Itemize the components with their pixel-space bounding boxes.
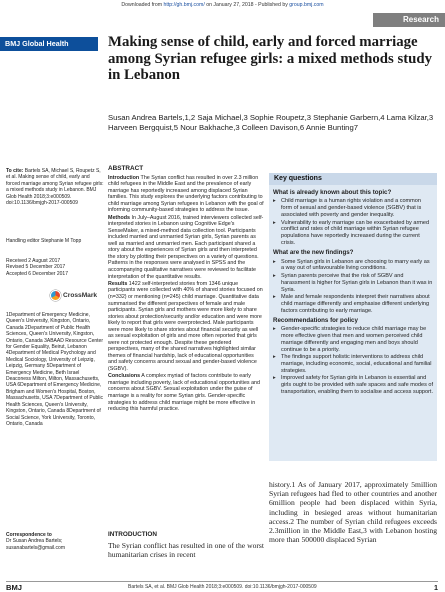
introduction-heading: INTRODUCTION — [108, 531, 157, 538]
site-link[interactable]: http://gh.bmj.com/ — [163, 2, 205, 8]
policy-heading: Recommendations for policy — [273, 316, 358, 324]
download-bar: Downloaded from http://gh.bmj.com/ on January 27, 2018 - Published by group.bmj.com — [121, 2, 324, 8]
list-item: ▸ Gender-specific strategies to reduce child marriage may be more effective given that men and women perceived child marriage differently and engaging men and boys should continue to be a priority. — [273, 326, 433, 354]
key-questions-box — [269, 173, 437, 461]
list-item: ▸ Child marriage is a human rights violation and a common form of sexual and gender-based violence (SGBV) that is associated with poverty and gender inequality. — [273, 198, 433, 219]
introduction-text: The Syrian conflict has resulted in one of the worst humanitarian crises in recent — [108, 541, 264, 560]
list-item: ▸ Improved safety for Syrian girls in Lebanon is essential and girls ought to be provided with safe spaces and safe modes of transportation, enabling them to socialise and access support. — [273, 375, 433, 396]
date-revised: Revised 5 December 2017 — [6, 264, 66, 271]
list-item: ▸ Some Syrian girls in Lebanon are choosing to marry early as a way out of unfavourable living conditions. — [273, 259, 433, 273]
date-received: Received 2 August 2017 — [6, 258, 61, 264]
abstract — [108, 166, 264, 413]
author-list: Susan Andrea Bartels,1,2 Saja Michael,3 Sophie Roupetz,3 Stephanie Garbern,4 Lama Kilzar,3 Harveen Bergquist,5 Nour Bakhache,3 Colleen Davison,6 Annie Bunting7 — [108, 113, 434, 132]
article-title: Making sense of child, early and forced marriage among Syrian refugee girls: a mixed methods study in Lebanon — [108, 34, 433, 83]
footer-divider — [6, 581, 438, 582]
bmj-logo: BMJ — [6, 583, 23, 592]
list-item: ▸ Male and female respondents interpret their narratives about child marriage differently and emphasise different underlying factors contributing to early marriage. — [273, 294, 433, 315]
crossmark-icon — [50, 290, 61, 301]
list-item: ▸ The findings support holistic interventions to address child marriage, including economic, social, educational and familial strategies. — [273, 354, 433, 375]
affiliations: 1Department of Emergency Medicine, Queen's University, Kingston, Ontario, Canada 2Department of Public Health Sciences, Queen's University, Kingston, Ontario, Canada 3ABAAD Resource Center for Gender Equality, Beirut, Lebanon 4Department of Medical Psychology and Medical Sociology, University of Leipzig, Leipzig, Germany 5Department of Emergency Medicine, Beth Israel Deaconess Milton, Milton, Massachusetts, USA 6Department of Emergency Medicine, Brigham and Women's Hospital, Boston, Massachusetts, USA 7Department of Public Health Sciences, Queen's University, Kingston, Ontario, Canada 8Department of Social Science, York University, Toronto, Ontario, Canada — [6, 312, 103, 427]
policy-list — [273, 326, 433, 396]
body-text-right: history.1 As of January 2017, approximately 5million Syrian refugees had fled to other countries and another 6million people had been displaced within Syria, including in besieged areas without humanitarian access.2 The number of Syrian child refugees exceeds 2.3million in the Middle East,3 with Lebanon hosting more than 500000 displaced Syrian — [269, 480, 437, 545]
footer-citation: Bartels SA, et al. BMJ Glob Health 2018;3:e000509. doi:10.1136/bmjgh-2017-000509 — [128, 584, 317, 590]
abstract-methods: Methods In July–August 2016, trained interviewers collected self-interpreted stories in Lebanon using Cognitive Edge's SenseMaker, a mixed-method data collection tool. Participants included married and unmarried Syrian girls, Syrian parents as well as married and unmarried men. Each participant shared a story about the experiences of Syrian girls and then interpreted the story by plotting their perspectives on a variety of questions. Patterns in the responses were analysed in SPSS and the accompanying qualitative narratives were reviewed to facilitate interpretation of the quantitative results. — [108, 214, 264, 280]
key-questions-heading: Key questions — [269, 173, 437, 185]
date-accepted: Accepted 6 December 2017 — [6, 270, 68, 277]
section-tag: Research — [373, 13, 445, 27]
introduction — [108, 530, 264, 560]
citation-block: To cite: Bartels SA, Michael S, Roupetz S, et al. Making sense of child, early and forced marriage among Syrian refugee girls: a mixed methods study in Lebanon. BMJ Glob Health 2018;3:e000509. doi:10.1136/bmjgh-2017-000509 — [6, 168, 104, 207]
handling-editor: Handling editor Stephanie M Topp — [6, 238, 82, 244]
known-heading: What is already known about this topic? — [273, 189, 392, 196]
journal-tag: BMJ Global Health — [0, 37, 98, 51]
dates-block — [6, 258, 104, 277]
abstract-results: Results 1422 self-interpreted stories from 1346 unique participants were collected with 40% of shared stories focused on (n=332) or mentioning (n=245) child marriage. Quantitative data summarised the different perspectives of female and male participants. Syrian girls and mothers were more likely to share stories about protection/security and/or education and were more likely to report that girls were overprotected. Male participants were more likely to share stories about financial security as well as sexual exploitation of girls and more often reported that girls were not protected enough. Despite these gendered perspectives, many of the shared narratives highlighted similar themes of financial hardship, lack of educational opportunities and safety concerns around sexual and gender-based violence (SGBV). — [108, 280, 263, 372]
page-number: 1 — [434, 583, 438, 592]
correspondence: Correspondence to Dr Susan Andrea Bartels; susanabartels@gmail.com — [6, 532, 65, 551]
abstract-heading: ABSTRACT — [108, 165, 144, 172]
publisher-link[interactable]: group.bmj.com — [289, 2, 324, 8]
list-item: ▸ Vulnerability to early marriage can be exacerbated by armed conflict and rates of child marriage within Syrian refugee populations have reportedly increased during the current crisis. — [273, 220, 433, 248]
known-list — [273, 198, 433, 247]
abstract-conclusions: Conclusions A complex myriad of factors contribute to early marriage including poverty, lack of educational opportunities and concerns about SGBV. Sexual exploitation under the guise of marriage is a reality for some Syrian girls. Gender-specific strategies to address child marriage might be more effective in reducing this harmful practice. — [108, 373, 260, 413]
new-findings-list — [273, 259, 433, 315]
abstract-introduction: Introduction The Syrian conflict has resulted in over 2.3 million child refugees in the Middle East and the prevalence of early marriage has reportedly increased among displaced Syrian families. This study explores the underlying factors contributing to child marriage among Syrian refugees in Lebanon with the goal of informing community-based strategies to address the issue. — [108, 174, 264, 214]
list-item: ▸ Syrian parents perceive that the risk of SGBV and harassment is higher for Syrian girls in Lebanon than it was in Syria. — [273, 273, 433, 294]
crossmark-button[interactable]: CrossMark — [50, 288, 104, 302]
new-findings-heading: What are the new findings? — [273, 249, 354, 257]
